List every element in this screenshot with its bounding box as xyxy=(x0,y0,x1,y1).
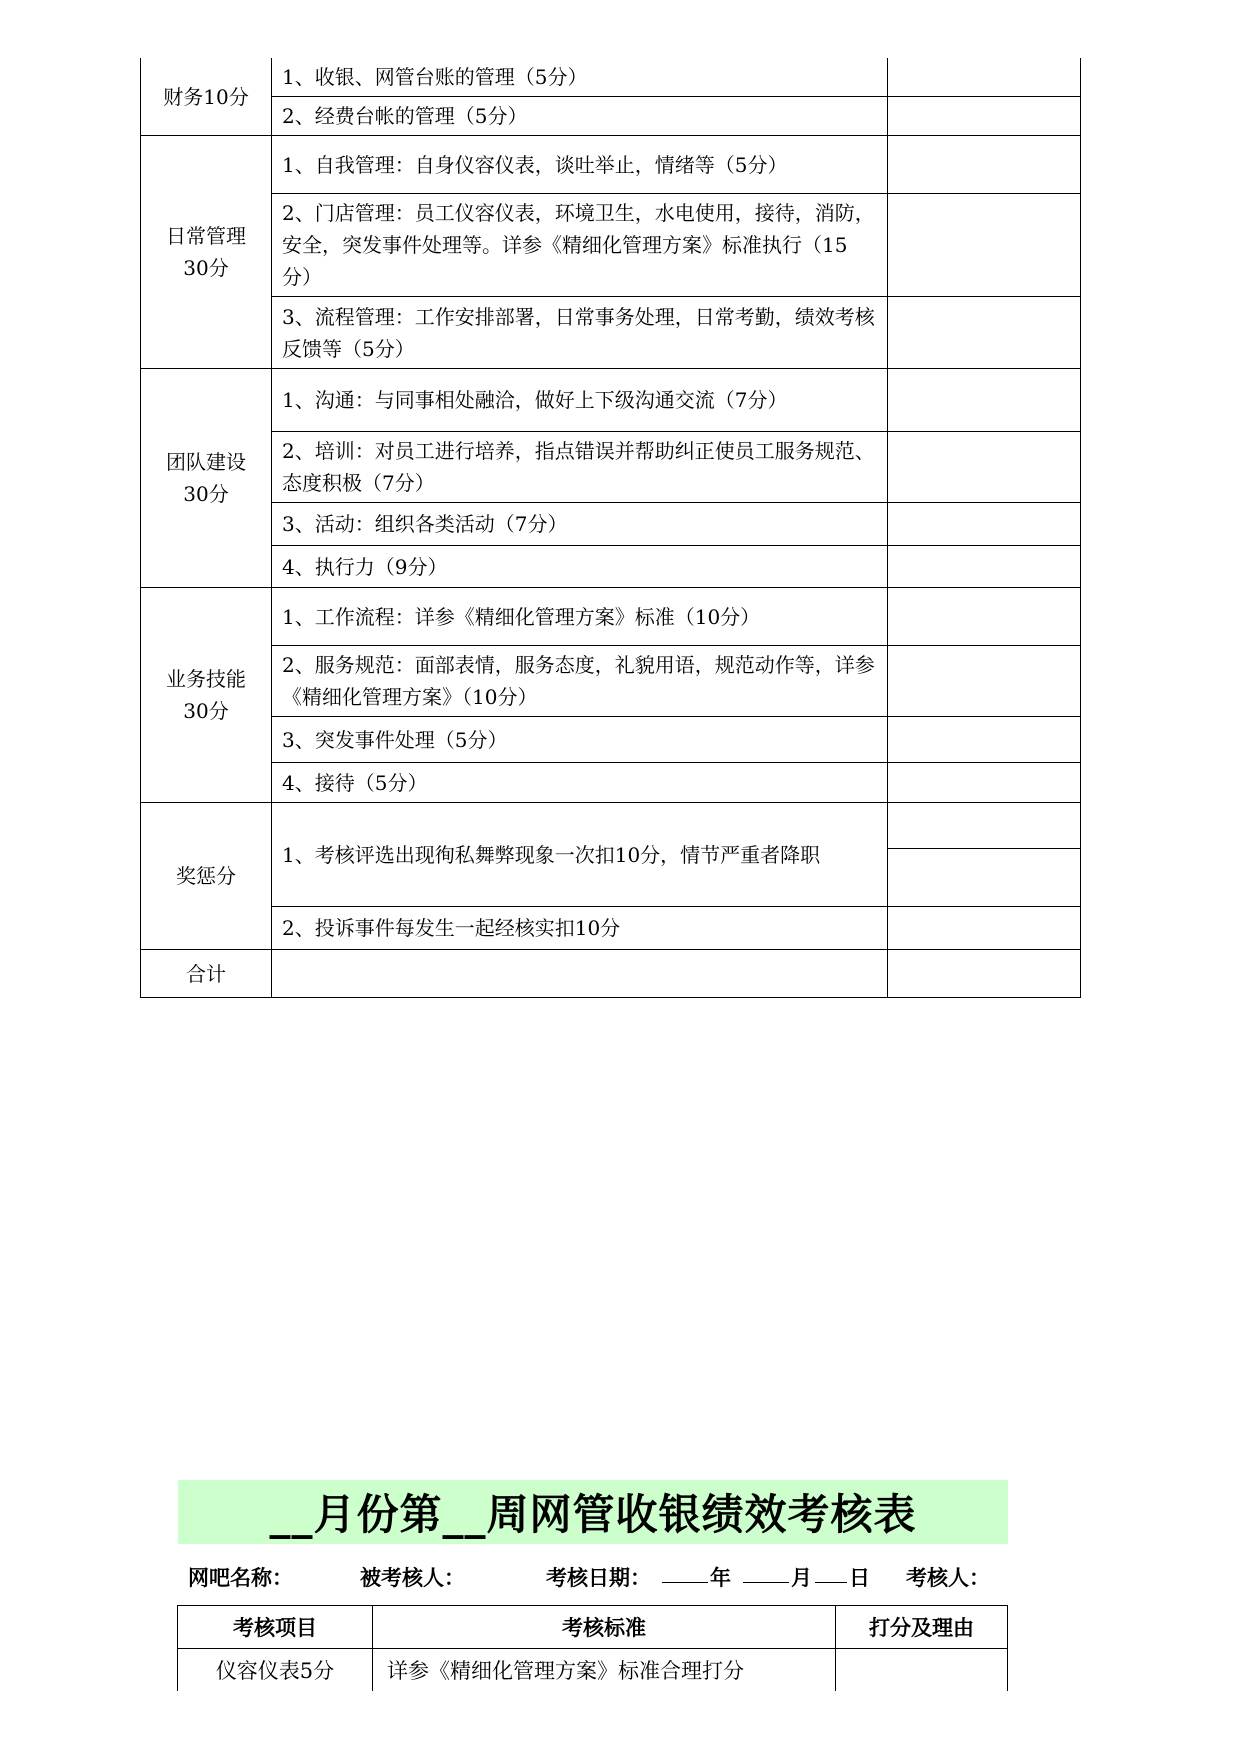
total-label: 合计 xyxy=(141,950,272,998)
category-reward-penalty: 奖惩分 xyxy=(141,803,272,950)
assess-date-label: 考核日期： xyxy=(546,1566,651,1590)
score-cell[interactable] xyxy=(888,503,1081,546)
year-blank[interactable] xyxy=(662,1562,708,1588)
criterion-cell: 2、经费台帐的管理（5分） xyxy=(272,97,888,136)
score-subdivider xyxy=(888,803,1080,849)
header-standard: 考核标准 xyxy=(373,1606,836,1649)
form-info-line xyxy=(188,1558,1018,1592)
row-score-cell[interactable] xyxy=(836,1649,1008,1692)
assessment-table xyxy=(140,58,1081,998)
criterion-cell: 4、执行力（9分） xyxy=(272,546,888,588)
score-cell[interactable] xyxy=(888,803,1081,907)
header-score: 打分及理由 xyxy=(836,1606,1008,1649)
score-cell[interactable] xyxy=(888,97,1081,136)
header-item: 考核项目 xyxy=(178,1606,373,1649)
month-label: 月 xyxy=(791,1566,812,1590)
score-cell[interactable] xyxy=(888,646,1081,717)
criterion-cell: 1、收银、网管台账的管理（5分） xyxy=(272,58,888,97)
score-cell[interactable] xyxy=(888,588,1081,646)
day-blank[interactable] xyxy=(815,1562,847,1588)
assessee-label: 被考核人： xyxy=(360,1566,465,1590)
category-finance: 财务10分 xyxy=(141,58,272,136)
assessor-label: 考核人： xyxy=(906,1566,990,1590)
criterion-cell: 2、服务规范：面部表情，服务态度，礼貌用语，规范动作等，详参《精细化管理方案》（10分） xyxy=(272,646,888,717)
category-points: 30分 xyxy=(183,482,229,506)
score-cell[interactable] xyxy=(888,907,1081,950)
score-cell[interactable] xyxy=(888,369,1081,432)
category-business-skills xyxy=(141,588,272,803)
total-score-cell[interactable] xyxy=(888,950,1081,998)
criterion-cell: 3、活动：组织各类活动（7分） xyxy=(272,503,888,546)
row-item: 仪容仪表5分 xyxy=(178,1649,373,1692)
score-cell[interactable] xyxy=(888,58,1081,97)
category-name: 日常管理 xyxy=(166,224,246,248)
criterion-cell: 2、投诉事件每发生一起经核实扣10分 xyxy=(272,907,888,950)
score-cell[interactable] xyxy=(888,194,1081,297)
score-cell[interactable] xyxy=(888,717,1081,763)
category-name: 业务技能 xyxy=(166,667,246,691)
category-daily-management xyxy=(141,136,272,369)
criterion-cell: 1、自我管理：自身仪容仪表，谈吐举止，情绪等（5分） xyxy=(272,136,888,194)
criterion-cell: 1、考核评选出现徇私舞弊现象一次扣10分，情节严重者降职 xyxy=(272,803,888,907)
month-blank[interactable] xyxy=(743,1562,789,1588)
score-cell[interactable] xyxy=(888,763,1081,803)
category-team-building xyxy=(141,369,272,588)
total-criterion-cell[interactable] xyxy=(272,950,888,998)
row-standard: 详参《精细化管理方案》标准合理打分 xyxy=(373,1649,836,1692)
score-cell[interactable] xyxy=(888,546,1081,588)
netbar-name-label: 网吧名称： xyxy=(188,1566,293,1590)
category-points: 30分 xyxy=(183,256,229,280)
criterion-cell: 3、流程管理：工作安排部署，日常事务处理，日常考勤，绩效考核反馈等（5分） xyxy=(272,297,888,369)
criterion-cell: 3、突发事件处理（5分） xyxy=(272,717,888,763)
score-cell[interactable] xyxy=(888,432,1081,503)
score-cell[interactable] xyxy=(888,297,1081,369)
criterion-cell: 4、接待（5分） xyxy=(272,763,888,803)
year-label: 年 xyxy=(710,1566,731,1590)
criterion-cell: 1、沟通：与同事相处融洽，做好上下级沟通交流（7分） xyxy=(272,369,888,432)
criterion-cell: 2、培训：对员工进行培养，指点错误并帮助纠正使员工服务规范、态度积极（7分） xyxy=(272,432,888,503)
day-label: 日 xyxy=(849,1566,870,1590)
category-name: 团队建设 xyxy=(166,450,246,474)
category-points: 30分 xyxy=(183,699,229,723)
form-title: __月份第__周网管收银绩效考核表 xyxy=(178,1480,1008,1544)
weekly-assessment-table xyxy=(177,1605,1008,1691)
criterion-cell: 1、工作流程：详参《精细化管理方案》标准（10分） xyxy=(272,588,888,646)
score-cell[interactable] xyxy=(888,136,1081,194)
criterion-cell: 2、门店管理：员工仪容仪表，环境卫生，水电使用，接待，消防，安全，突发事件处理等。详参《精细化管理方案》标准执行（15分） xyxy=(272,194,888,297)
